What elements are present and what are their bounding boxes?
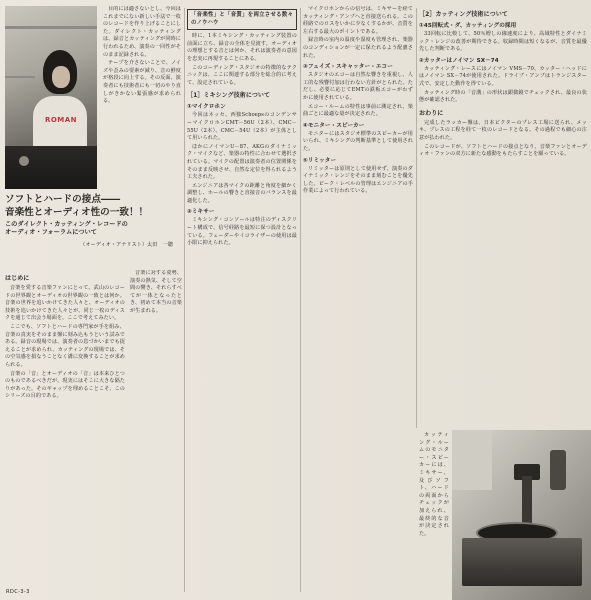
- paragraph: テープを介さないことで、ノイズや歪みの要素が減り、音の鮮度が格段に向上する。その反面、演奏者にも技術者にも一切のやり直しがきかない緊張感が求められる。: [103, 60, 181, 105]
- paragraph: リミッターは原則として使用せず、演奏のダイナミック・レンジをそのまま刻むことを優先した。ピーク・レベルの管理はエンジニアの手作業によって行われている。: [303, 165, 413, 195]
- wall-panel: [452, 430, 492, 490]
- figure-face: [52, 66, 70, 88]
- column-divider: [184, 8, 185, 592]
- paragraph: 音楽の「音」とオーディオの「音」は本来ひとつのものであるべきだが、現実にはそこに大きな隔たりがあった。そのギャップを埋めることこそ、このシリーズの目的である。: [5, 370, 125, 400]
- column-4: [303, 6, 413, 592]
- lathe-base: [462, 538, 582, 586]
- paragraph: カッティング・レースにはノイマン VMS－70、カッター・ヘッドにはノイマン SX－74が使用された。ドライブ・アンプはトランジスター式で、安定した動作を得ている。: [419, 65, 587, 87]
- sub-heading-mixing: ［1］ミキシング技術について: [187, 92, 271, 100]
- studio-shelf-small: [5, 76, 35, 78]
- paragraph: 完成したラッカー盤は、日本ビクターのプレス工場に送られ、メッキ、プレスの工程を経て一枚のレコードとなる。その過程でも細心の注意が払われた。: [419, 119, 587, 141]
- column-divider: [300, 8, 301, 592]
- paragraph: 音楽に対する姿勢、演奏の熱気、そして空間の響き、それらすべてが一体となったとき、初めて本当の音楽が生まれる。: [130, 270, 182, 314]
- studio-shelf: [5, 26, 97, 29]
- console-knob: [19, 156, 29, 166]
- paragraph: 目的には適さないとし、今回はこれまでにない新しい手法で一枚のレコードを作り上げることにした。ダイレクト・カッティングは、録音とカッティングが同時に行われるため、演奏の一回性がそのまま記録される。: [103, 6, 181, 58]
- item-heading-microphone: ①マイクロホン: [187, 104, 226, 111]
- section-heading-intro: はじめに: [5, 275, 30, 282]
- article-title-line2: 音楽性とオーディオ性の一致！！: [5, 206, 149, 218]
- cutting-lathe-photo: [452, 430, 591, 600]
- item-heading-limiter: ⑤リミッター: [303, 157, 337, 164]
- paragraph: 時に、1本ミキシング・カッティング装置の前面に立ち、録音の全体を見渡す。オーディオの理想とする音とは何か、それは演奏者の意図を忠実に再現することにある。: [187, 33, 297, 62]
- column-5-lower: [419, 432, 449, 592]
- item-heading-45rpm: ①45回転式・ダ、カッティングの採用: [419, 23, 517, 29]
- article-author: （オーディオ・アナリスト）太田 一聰: [80, 241, 173, 248]
- item-heading-mixer: ②ミキサー: [187, 209, 215, 216]
- article-title-line1: ソフトとハードの接点――: [5, 194, 121, 205]
- paragraph: 今回はネッセ、西独SchoepsのコンデンサーマイクロホンCMT－56U（2本）、CMC－55U（2本）、CMC－54U（2本）が主体として用いられた。: [187, 112, 297, 142]
- article-heading: [5, 194, 181, 249]
- paragraph: カッティング時の「音溝」の形状は顕微鏡でチェックされ、最良の状態が確認された。: [419, 89, 587, 104]
- paragraph: 音楽を愛する音楽ファンにとって、武山のレコードの世界観とオーディオの世界観の一致とは何か。音楽の世界を追いかけてきた人々と、オーディオの技術を追いかけてきた人々とが、同じ一枚のディスクを通じて出会う場面を、ここで考えてみたい。: [5, 285, 125, 322]
- console-machine: [5, 146, 97, 189]
- paragraph: ここでも、ソフトとハードの専門家が手を組み、音楽の真実をそのまま盤に刻み込もうという試みである。録音の現場では、演奏者の息づかいまでも捉えることが求められ、カッティングの現場では、その空気感を損なうことなく溝に変換することが求められる。: [5, 323, 125, 368]
- microscope: [550, 450, 566, 490]
- item-heading-echo: ③フェイズ・スキャッター・エコー: [303, 64, 393, 71]
- column-3: [187, 6, 297, 592]
- column-2-lower: [130, 270, 182, 600]
- paragraph: スタジオのエコーは自然な響きを重視し、人工的な残響付加は行わない方針がとられた。ただし、必要に応じてEMTの鉄板エコーがわずかに使用されている。: [303, 72, 413, 101]
- article-subtitle-line1: このダイレクト・カッティング・レコードの: [5, 221, 128, 228]
- section-box-heading: 「音楽性」と「音質」を両立させる数々のノウハウ: [187, 9, 297, 30]
- shirt-print: ROMAN: [44, 116, 78, 124]
- sub-heading-cutting: ［2］カッティング技術について: [419, 11, 508, 18]
- engineer-photo: [5, 6, 97, 189]
- paragraph: このコーディング・スタジオの特徴的なテクニックは、ここに関連する部分を総合的に考えて、設定されている。: [187, 64, 297, 86]
- item-heading-monitor: ④モニター・スピーカー: [303, 122, 365, 129]
- paragraph: ほかにノイマンU－87、AKGのダイナミック・マイクなど、楽器の特性に合わせて選択されている。マイクの配置は演奏者の位置関係をそのまま反映させ、自然な定位を得られるよう工夫された。: [187, 143, 297, 181]
- column-1: [5, 270, 125, 600]
- paragraph: 録音時の室内の温度や湿度も管理され、楽器のコンディションが一定に保たれるよう配慮された。: [303, 37, 413, 59]
- paragraph: エンジニアは各マイクの距離と角度を細かく調整し、ホールの響きと直接音のバランスを最適化した。: [187, 182, 297, 204]
- column-5: [419, 6, 587, 426]
- paragraph: 33回転に比較して、50％増しの線速度により、高域特性とダイナミック・レンジの改善が期待できる。収録時間は短くなるが、音質を最優先した判断である。: [419, 31, 587, 53]
- section-heading-closing: おわりに: [419, 109, 444, 117]
- paragraph: マイクロホンからの信号は、ミキサーを経てカッティング・アンプへと直接送られる。この経路でのロスをいかに少なくするかが、音質を左右する最大のポイントである。: [303, 6, 413, 35]
- paragraph: ミキシング・コンソールは特注のディスクリート構成で、信号経路を最短に保つ設計となっている。フェーダーやイコライザーの使用は最小限に抑えられた。: [187, 217, 297, 247]
- item-heading-cutter: ②カッターはノイマン SX－74: [419, 57, 499, 64]
- paragraph: このレコードが、ソフトとハードの接点となり、音楽ファンとオーディオ・ファンの双方に新たな感動をもたらすことを願っている。: [419, 143, 587, 158]
- article-subtitle-line2: オーディオ・フォーラムについて: [5, 229, 97, 237]
- column-divider: [416, 8, 417, 428]
- paragraph: モニターにはスタジオ標準のスピーカーが用いられ、ミキシングの判断基準として使用された。: [303, 130, 413, 152]
- paragraph: エコー・ルームの特性は事前に測定され、楽曲ごとに最適な量が決定された。: [303, 103, 413, 118]
- paragraph: カッティング・ルームのモニター・スピーカーには、ミキサー、及びソフト、ハードの両面からチェックが加えられ、最終的な音が決定された。: [419, 432, 449, 537]
- page-number: RDC-3-3: [6, 589, 30, 595]
